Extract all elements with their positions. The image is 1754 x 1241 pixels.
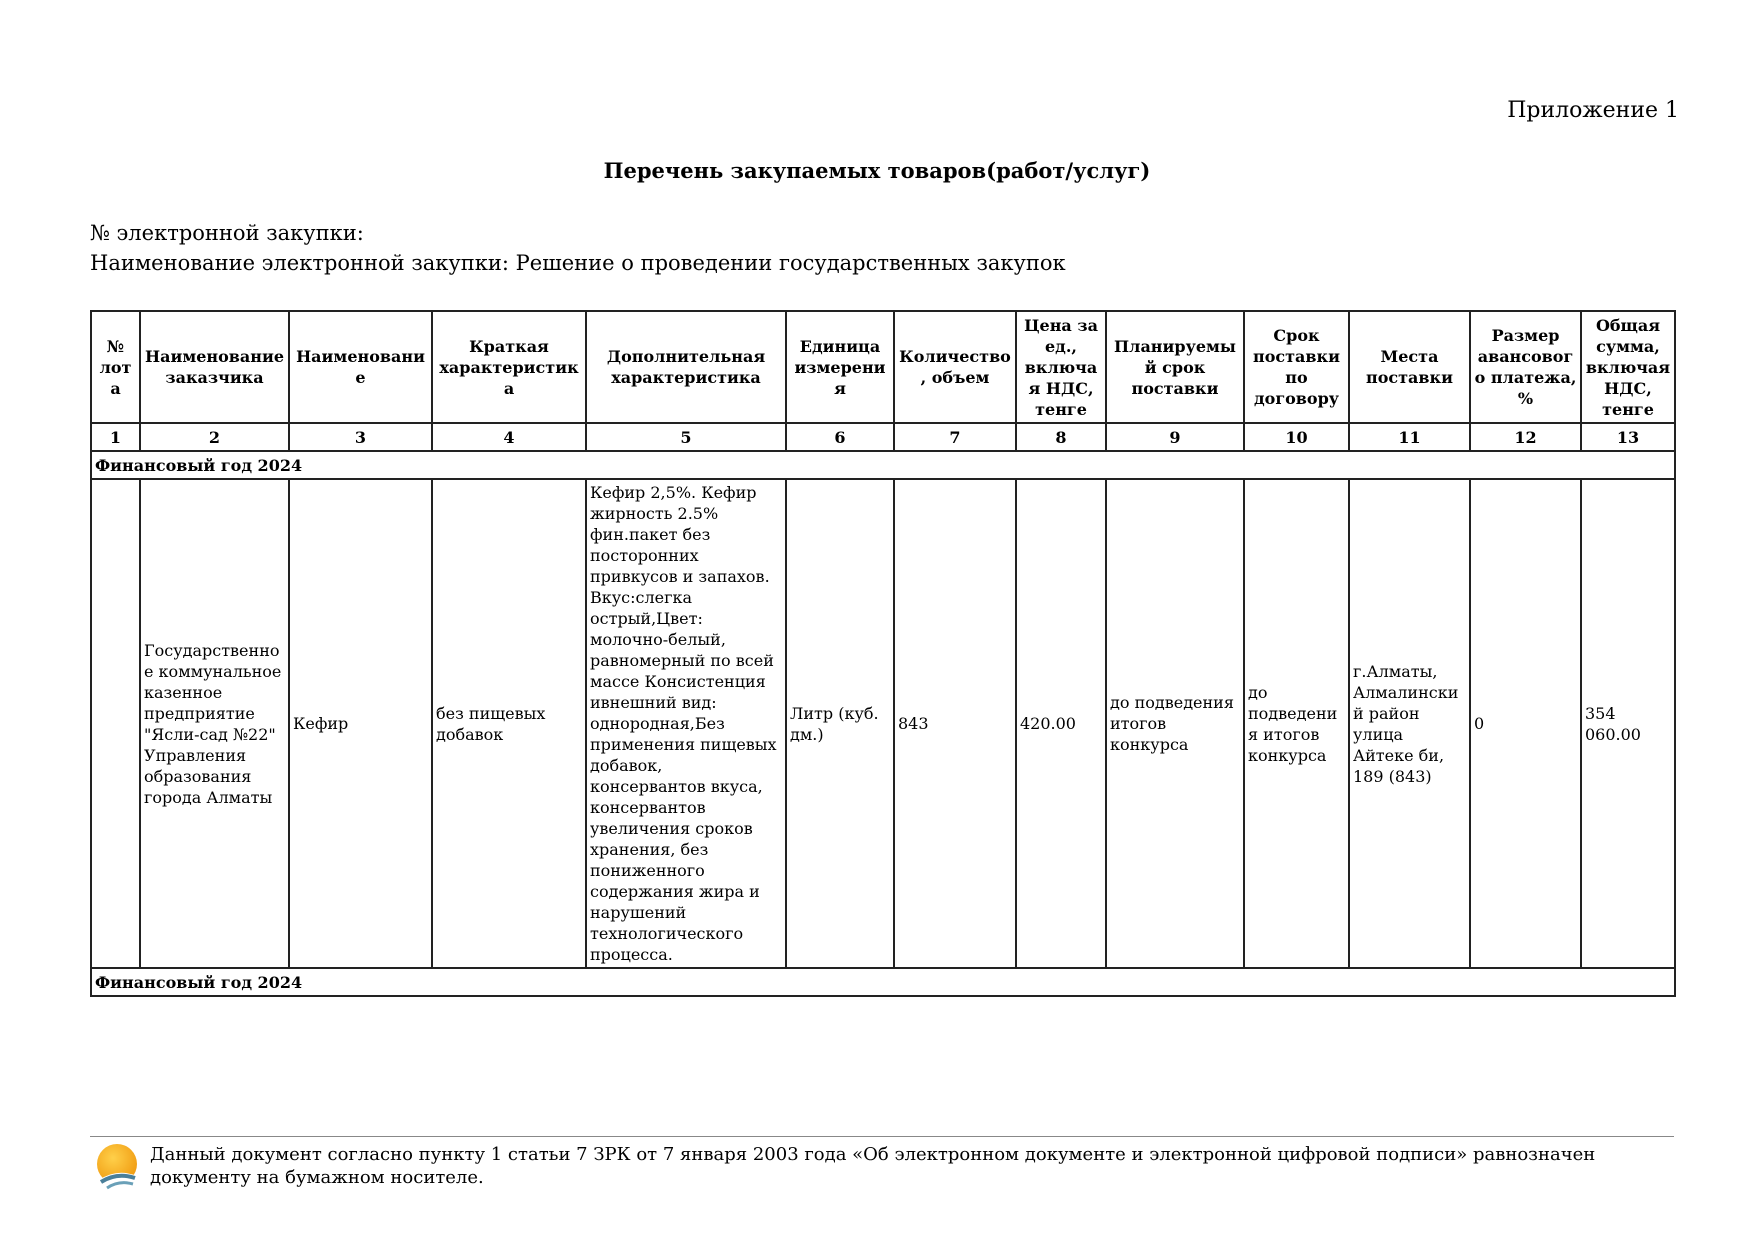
column-number: 13 bbox=[1581, 423, 1675, 451]
header-cell: Размер авансового платежа, % bbox=[1470, 311, 1581, 423]
customer-cell: Государственное коммунальное казенное предприятие "Ясли-сад №22" Управления образования города Алматы bbox=[140, 479, 289, 968]
short-description-cell: без пищевых добавок bbox=[432, 479, 586, 968]
lots-table bbox=[90, 310, 1676, 997]
footer-divider bbox=[90, 1136, 1674, 1137]
header-cell: Краткая характеристика bbox=[432, 311, 586, 423]
unit-cell: Литр (куб. дм.) bbox=[786, 479, 894, 968]
fiscal-year-row bbox=[91, 968, 1675, 996]
additional-description-cell: Кефир 2,5%. Кефир жирность 2.5% фин.пакет без посторонних привкусов и запахов. Вкус:слегка острый,Цвет: молочно-белый, равномерный по всей массе Консистенция ивнешний вид: однородная,Без применения пищевых добавок, консервантов вкуса, консервантов увеличения сроков хранения, без пониженного содержания жира и нарушений технологического процесса. bbox=[586, 479, 786, 968]
column-number: 6 bbox=[786, 423, 894, 451]
header-cell: Срок поставки по договору bbox=[1244, 311, 1349, 423]
header-cell: Дополнительная характеристика bbox=[586, 311, 786, 423]
column-number: 9 bbox=[1106, 423, 1244, 451]
column-number: 11 bbox=[1349, 423, 1470, 451]
header-cell: Общая сумма, включая НДС, тенге bbox=[1581, 311, 1675, 423]
header-cell: № лота bbox=[91, 311, 140, 423]
appendix-label: Приложение 1 bbox=[1507, 98, 1679, 123]
advance-cell: 0 bbox=[1470, 479, 1581, 968]
table-row bbox=[91, 479, 1675, 968]
header-cell: Единица измерения bbox=[786, 311, 894, 423]
egov-logo-icon bbox=[93, 1142, 141, 1190]
item-name-cell: Кефир bbox=[289, 479, 432, 968]
fiscal-year-row bbox=[91, 451, 1675, 479]
column-number-row bbox=[91, 423, 1675, 451]
column-number: 7 bbox=[894, 423, 1016, 451]
column-number: 1 bbox=[91, 423, 140, 451]
header-cell: Планируемый срок поставки bbox=[1106, 311, 1244, 423]
header-cell: Количество, объем bbox=[894, 311, 1016, 423]
fiscal-year-label: Финансовый год 2024 bbox=[91, 451, 1675, 479]
total-cell: 354 060.00 bbox=[1581, 479, 1675, 968]
header-cell: Места поставки bbox=[1349, 311, 1470, 423]
delivery-place-cell: г.Алматы, Алмалинский район улица Айтеке би, 189 (843) bbox=[1349, 479, 1470, 968]
price-cell: 420.00 bbox=[1016, 479, 1106, 968]
procurement-name-line: Наименование электронной закупки: Решение о проведении государственных закупок bbox=[90, 251, 1066, 275]
contract-term-cell: до подведения итогов конкурса bbox=[1244, 479, 1349, 968]
lot-number-cell bbox=[91, 479, 140, 968]
quantity-cell: 843 bbox=[894, 479, 1016, 968]
header-cell: Наименование bbox=[289, 311, 432, 423]
header-cell: Наименование заказчика bbox=[140, 311, 289, 423]
procurement-number-label: № электронной закупки: bbox=[90, 221, 364, 245]
column-number: 5 bbox=[586, 423, 786, 451]
header-cell: Цена за ед., включая НДС, тенге bbox=[1016, 311, 1106, 423]
column-number: 12 bbox=[1470, 423, 1581, 451]
document-title: Перечень закупаемых товаров(работ/услуг) bbox=[603, 158, 1151, 183]
fiscal-year-label: Финансовый год 2024 bbox=[91, 968, 1675, 996]
planned-term-cell: до подведения итогов конкурса bbox=[1106, 479, 1244, 968]
column-number: 2 bbox=[140, 423, 289, 451]
table-header-row bbox=[91, 311, 1675, 423]
column-number: 3 bbox=[289, 423, 432, 451]
column-number: 4 bbox=[432, 423, 586, 451]
column-number: 8 bbox=[1016, 423, 1106, 451]
column-number: 10 bbox=[1244, 423, 1349, 451]
footer-legal-text: Данный документ согласно пункту 1 статьи 7 ЗРК от 7 января 2003 года «Об электронном документе и электронной цифровой подписи» равнозначен документу на бумажном носителе. bbox=[150, 1144, 1596, 1188]
